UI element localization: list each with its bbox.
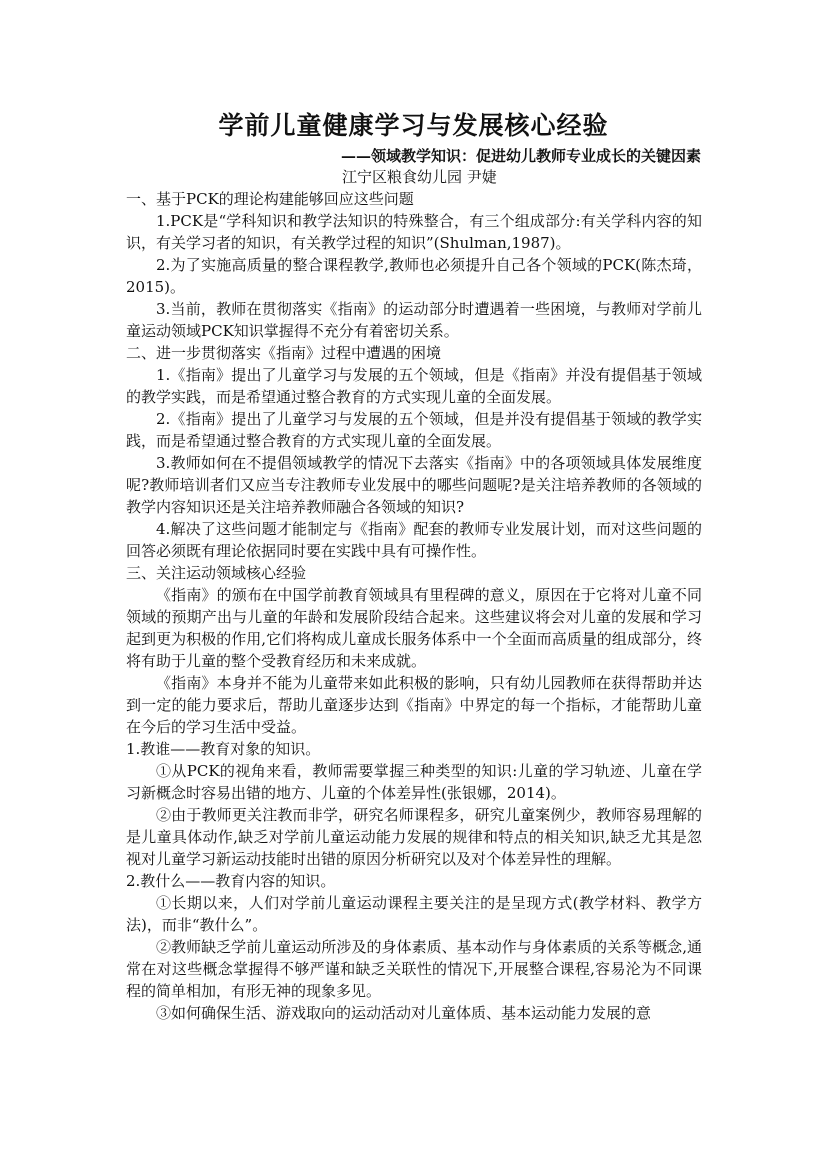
paragraph: ③如何确保生活、游戏取向的运动活动对儿童体质、基本运动能力发展的意	[156, 1004, 652, 1022]
section-heading: 二、进一步贯彻落实《指南》过程中遭遇的困境	[126, 344, 442, 362]
paragraph: 《指南》的颁布在中国学前教育领域具有里程碑的意义，原因在于它将对儿童不同领域的预期产出与儿童的年龄和发展阶段结合起来。这些建议将会对儿童的发展和学习起到更为积极的作用,它们将构成儿童成长服务体系中一个全面而高质量的组成部分，终将有助于儿童的整个受教育经历和未来成就。	[126, 586, 702, 670]
paragraph: ①从PCK的视角来看，教师需要掌握三种类型的知识:儿童的学习轨迹、儿童在学习新概念时容易出错的地方、儿童的个体差异性(张银娜，2014)。	[126, 762, 702, 802]
paragraph: 3.教师如何在不提倡领域教学的情况下去落实《指南》中的各项领域具体发展维度呢?教师培训者们又应当专注教师专业发展中的哪些问题呢?是关注培养教师的各领域的教学内容知识还是关注培养教师融合各领域的知识?	[126, 454, 702, 516]
paragraph: 2.《指南》提出了儿童学习与发展的五个领域，但是并没有提倡基于领域的教学实践，而是希望通过整合教育的方式实现儿童的全面发展。	[126, 410, 702, 450]
section-heading: 一、基于PCK的理论构建能够回应这些问题	[126, 190, 414, 208]
paragraph: ①长期以来，人们对学前儿童运动课程主要关注的是呈现方式(教学材料、教学方法)，而非“教什么”。	[126, 894, 702, 934]
paragraph: ②教师缺乏学前儿童运动所涉及的身体素质、基本动作与身体素质的关系等概念,通常在对这些概念掌握得不够严谨和缺乏关联性的情况下,开展整合课程,容易沦为不同课程的简单相加，有形无神的现象多见。	[126, 938, 702, 1000]
paragraph: 1.PCK是“学科知识和教学法知识的特殊整合，有三个组成部分:有关学科内容的知识，有关学习者的知识，有关教学过程的知识”(Shulman,1987)。	[126, 212, 702, 252]
paragraph: 2.为了实施高质量的整合课程教学,教师也必须提升自己各个领域的PCK(陈杰琦，2015)。	[126, 256, 702, 296]
section-heading: 1.教谁——教育对象的知识。	[126, 740, 321, 758]
paragraph: 《指南》本身并不能为儿童带来如此积极的影响，只有幼儿园教师在获得帮助并达到一定的能力要求后，帮助儿童逐步达到《指南》中界定的每一个指标，才能帮助儿童在今后的学习生活中受益。	[126, 674, 702, 736]
paragraph: 4.解决了这些问题才能制定与《指南》配套的教师专业发展计划，而对这些问题的回答必须既有理论依据同时要在实践中具有可操作性。	[126, 520, 702, 560]
paragraph: 1.《指南》提出了儿童学习与发展的五个领域，但是《指南》并没有提倡基于领域的教学实践，而是希望通过整合教育的方式实现儿童的全面发展。	[126, 366, 702, 406]
section-heading: 三、关注运动领域核心经验	[126, 564, 307, 582]
author-line: 江宁区粮食幼儿园 尹婕	[342, 168, 497, 186]
document-body	[126, 188, 702, 1024]
document-title: 学前儿童健康学习与发展核心经验	[218, 111, 609, 140]
document-subtitle: ——领域教学知识：促进幼儿教师专业成长的关键因素	[340, 147, 701, 165]
paragraph: 3.当前，教师在贯彻落实《指南》的运动部分时遭遇着一些困境，与教师对学前儿童运动领域PCK知识掌握得不充分有着密切关系。	[126, 300, 702, 340]
section-heading: 2.教什么——教育内容的知识。	[126, 872, 336, 890]
paragraph: ②由于教师更关注教而非学，研究名师课程多，研究儿童案例少，教师容易理解的是儿童具体动作,缺乏对学前儿童运动能力发展的规律和特点的相关知识,缺乏尤其是忽视对儿童学习新运动技能时出错的原因分析研究以及对个体差异性的理解。	[126, 806, 702, 868]
